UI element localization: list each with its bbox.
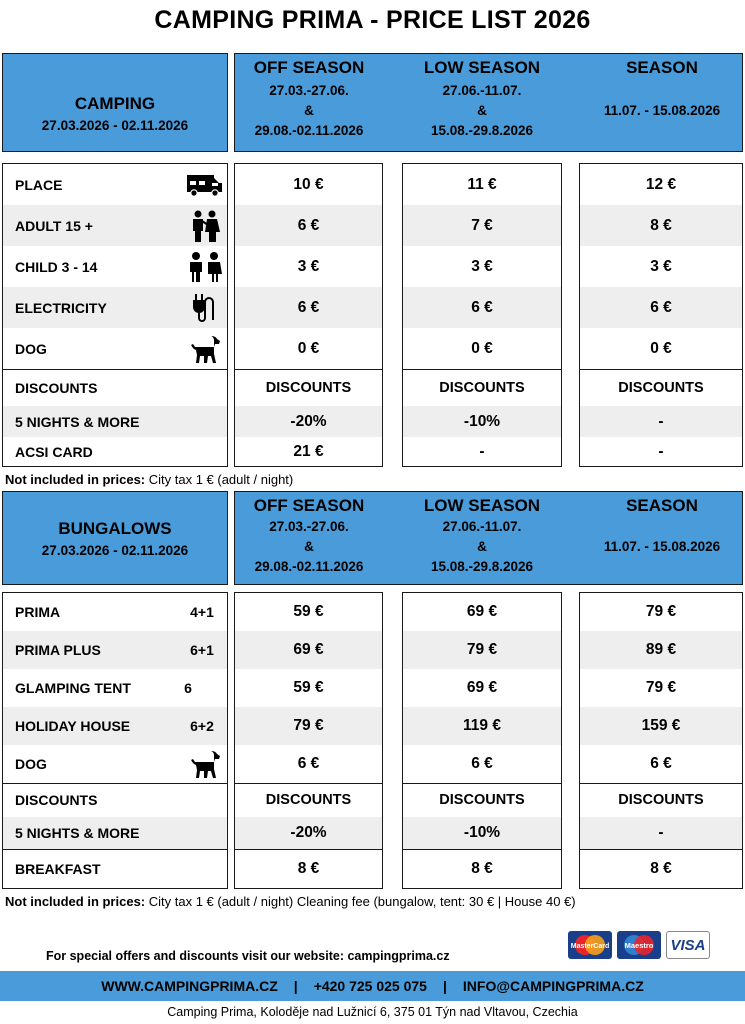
separator: | (293, 978, 298, 994)
price-cell: 6 € (297, 298, 320, 316)
low-season-dates-1: 27.06.-11.07. (442, 519, 522, 534)
note-bold-label: Not included in prices: (5, 894, 146, 909)
camping-title: CAMPING (74, 94, 156, 113)
mastercard-label: MasterCard (570, 943, 610, 950)
camping-low-season-column (402, 163, 562, 467)
children-icon (183, 250, 227, 284)
address-text: Camping Prima, Koloděje nad Lužnicí 6, 375 01 Týn nad Vltavou, Czechia (167, 1005, 578, 1019)
price-cell: 11 € (467, 175, 497, 193)
low-season-dates-2: 15.08.-29.8.2026 (430, 123, 534, 138)
row-label-acsi: ACSI CARD (15, 443, 93, 460)
discount-cell: -20% (290, 412, 327, 430)
row-label-place: PLACE (15, 176, 63, 193)
note-text: City tax 1 € (adult / night) (145, 472, 294, 487)
price-cell: 79 € (293, 717, 324, 734)
capacity: 6+1 (190, 642, 214, 658)
camping-off-season-column (234, 163, 383, 467)
special-offers-text: For special offers and discounts visit our website: campingprima.cz (46, 949, 450, 963)
off-season-amp: & (304, 539, 314, 554)
low-season-dates-2: 15.08.-29.8.2026 (430, 559, 534, 574)
price-cell: 69 € (466, 679, 498, 696)
camping-season-column (579, 163, 743, 467)
price-cell: 59 € (293, 679, 324, 696)
maestro-label: Maestro (624, 941, 654, 950)
low-season-amp: & (477, 539, 487, 554)
price-cell: 159 € (641, 717, 681, 734)
bungalows-label-column (2, 592, 228, 889)
off-season-title: OFF SEASON (253, 58, 365, 77)
row-label-5-nights: 5 NIGHTS & MORE (15, 413, 140, 430)
breakfast-cell: 8 € (471, 859, 493, 877)
page-title: CAMPING PRIMA - PRICE LIST 2026 (154, 6, 591, 34)
bungalows-season-column (579, 592, 743, 889)
row-label-breakfast: BREAKFAST (15, 860, 101, 877)
discount-cell: -20% (290, 824, 327, 841)
season-title: SEASON (626, 58, 698, 77)
price-cell: 6 € (297, 216, 320, 234)
phone-number[interactable]: +420 725 025 075 (313, 978, 427, 994)
dog-icon (183, 332, 227, 366)
price-cell: 119 € (463, 717, 501, 734)
camping-header-box (2, 53, 228, 152)
price-cell: 0 € (650, 339, 672, 357)
season-header (580, 58, 744, 121)
season-header-box (234, 53, 743, 152)
row-label-glamping-tent: GLAMPING TENT (15, 680, 131, 696)
footer-contact-bar (0, 971, 745, 1001)
mastercard-logo (568, 931, 612, 959)
low-season-title: LOW SEASON (423, 496, 541, 515)
price-cell: 69 € (293, 641, 324, 658)
season-dates: 11.07. - 15.08.2026 (603, 539, 721, 554)
price-cell: 3 € (297, 257, 320, 275)
price-cell: 8 € (650, 216, 672, 234)
visa-label: VISA (670, 936, 706, 954)
electric-plug-icon (183, 291, 227, 325)
off-season-header (235, 58, 383, 141)
price-cell: 59 € (293, 603, 324, 620)
price-cell: 0 € (297, 339, 320, 357)
discount-cell: - (658, 412, 664, 430)
note-text: City tax 1 € (adult / night) Cleaning fee (bungalow, tent: 30 € | House 40 €) (145, 894, 576, 909)
price-cell: 10 € (293, 175, 324, 193)
season-title: SEASON (626, 496, 698, 515)
maestro-logo (617, 931, 661, 959)
row-label-electricity: ELECTRICITY (15, 299, 107, 316)
price-cell: 6 € (471, 755, 493, 772)
discount-cell: 21 € (293, 442, 324, 460)
price-cell: 6 € (650, 298, 672, 316)
low-season-dates-1: 27.06.-11.07. (442, 83, 522, 98)
off-season-amp: & (304, 103, 314, 118)
bungalows-title: BUNGALOWS (58, 519, 172, 538)
off-season-dates-2: 29.08.-02.11.2026 (254, 123, 364, 138)
row-label-prima-plus: PRIMA PLUS (15, 642, 101, 658)
discount-cell: -10% (463, 824, 501, 841)
adults-couple-icon (183, 209, 227, 243)
row-label-discounts: DISCOUNTS (15, 379, 98, 396)
discount-cell: - (479, 442, 485, 460)
price-cell: 6 € (297, 755, 320, 772)
price-cell: 3 € (471, 257, 493, 275)
discounts-header: DISCOUNTS (618, 379, 704, 396)
breakfast-cell: 8 € (650, 859, 672, 877)
discounts-header: DISCOUNTS (618, 792, 704, 808)
price-cell: 6 € (471, 298, 493, 316)
low-season-header (403, 496, 561, 577)
row-label-adult: ADULT 15 + (15, 217, 93, 234)
row-label-5-nights: 5 NIGHTS & MORE (15, 825, 140, 841)
price-cell: 7 € (471, 216, 493, 234)
low-season-title: LOW SEASON (423, 58, 541, 77)
price-cell: 79 € (466, 641, 498, 658)
breakfast-cell: 8 € (297, 859, 320, 877)
discounts-header: DISCOUNTS (265, 792, 352, 808)
bungalows-header-box (2, 491, 228, 585)
camping-not-included-note (5, 472, 293, 487)
discounts-header: DISCOUNTS (265, 379, 352, 396)
camping-dates: 27.03.2026 - 02.11.2026 (41, 118, 189, 133)
price-cell: 6 € (650, 755, 672, 772)
price-cell: 79 € (645, 603, 677, 620)
discounts-header: DISCOUNTS (439, 792, 525, 808)
off-season-dates-1: 27.03.-27.06. (269, 519, 349, 534)
discount-cell: - (658, 824, 664, 841)
season-dates: 11.07. - 15.08.2026 (603, 103, 721, 118)
off-season-dates-2: 29.08.-02.11.2026 (254, 559, 364, 574)
row-label-dog: DOG (15, 340, 47, 357)
low-season-header (403, 58, 561, 141)
bungalows-dates: 27.03.2026 - 02.11.2026 (41, 543, 189, 558)
website-link[interactable]: WWW.CAMPINGPRIMA.CZ (101, 978, 278, 994)
row-label-holiday-house: HOLIDAY HOUSE (15, 718, 131, 734)
row-label-dog: DOG (15, 756, 47, 772)
bungalows-low-season-column (402, 592, 562, 889)
row-label-child: CHILD 3 - 14 (15, 258, 98, 275)
capacity: 4+1 (190, 604, 214, 620)
price-cell: 69 € (466, 603, 498, 620)
dog-icon (183, 747, 227, 781)
off-season-dates-1: 27.03.-27.06. (269, 83, 349, 98)
off-season-title: OFF SEASON (253, 496, 365, 515)
separator: | (442, 978, 447, 994)
camping-label-column (2, 163, 228, 467)
bungalows-season-header-box (234, 491, 743, 585)
discount-cell: - (658, 442, 664, 460)
bungalows-not-included-note (5, 894, 576, 909)
row-label-prima: PRIMA (15, 604, 61, 620)
row-label-discounts: DISCOUNTS (15, 792, 98, 808)
email-link[interactable]: INFO@CAMPINGPRIMA.CZ (462, 978, 644, 994)
low-season-amp: & (477, 103, 487, 118)
bungalows-off-season-column (234, 592, 383, 889)
price-cell: 89 € (645, 641, 677, 658)
season-header (580, 496, 744, 557)
off-season-header (235, 496, 383, 577)
price-cell: 12 € (645, 175, 677, 193)
price-cell: 3 € (650, 257, 672, 275)
note-bold-label: Not included in prices: (5, 472, 146, 487)
discounts-header: DISCOUNTS (439, 379, 525, 396)
capacity: 6 (184, 680, 192, 696)
price-cell: 0 € (471, 339, 493, 357)
camper-van-icon (183, 168, 227, 202)
visa-logo (666, 931, 710, 959)
price-cell: 79 € (645, 679, 677, 696)
capacity: 6+2 (190, 718, 214, 734)
discount-cell: -10% (463, 412, 501, 430)
